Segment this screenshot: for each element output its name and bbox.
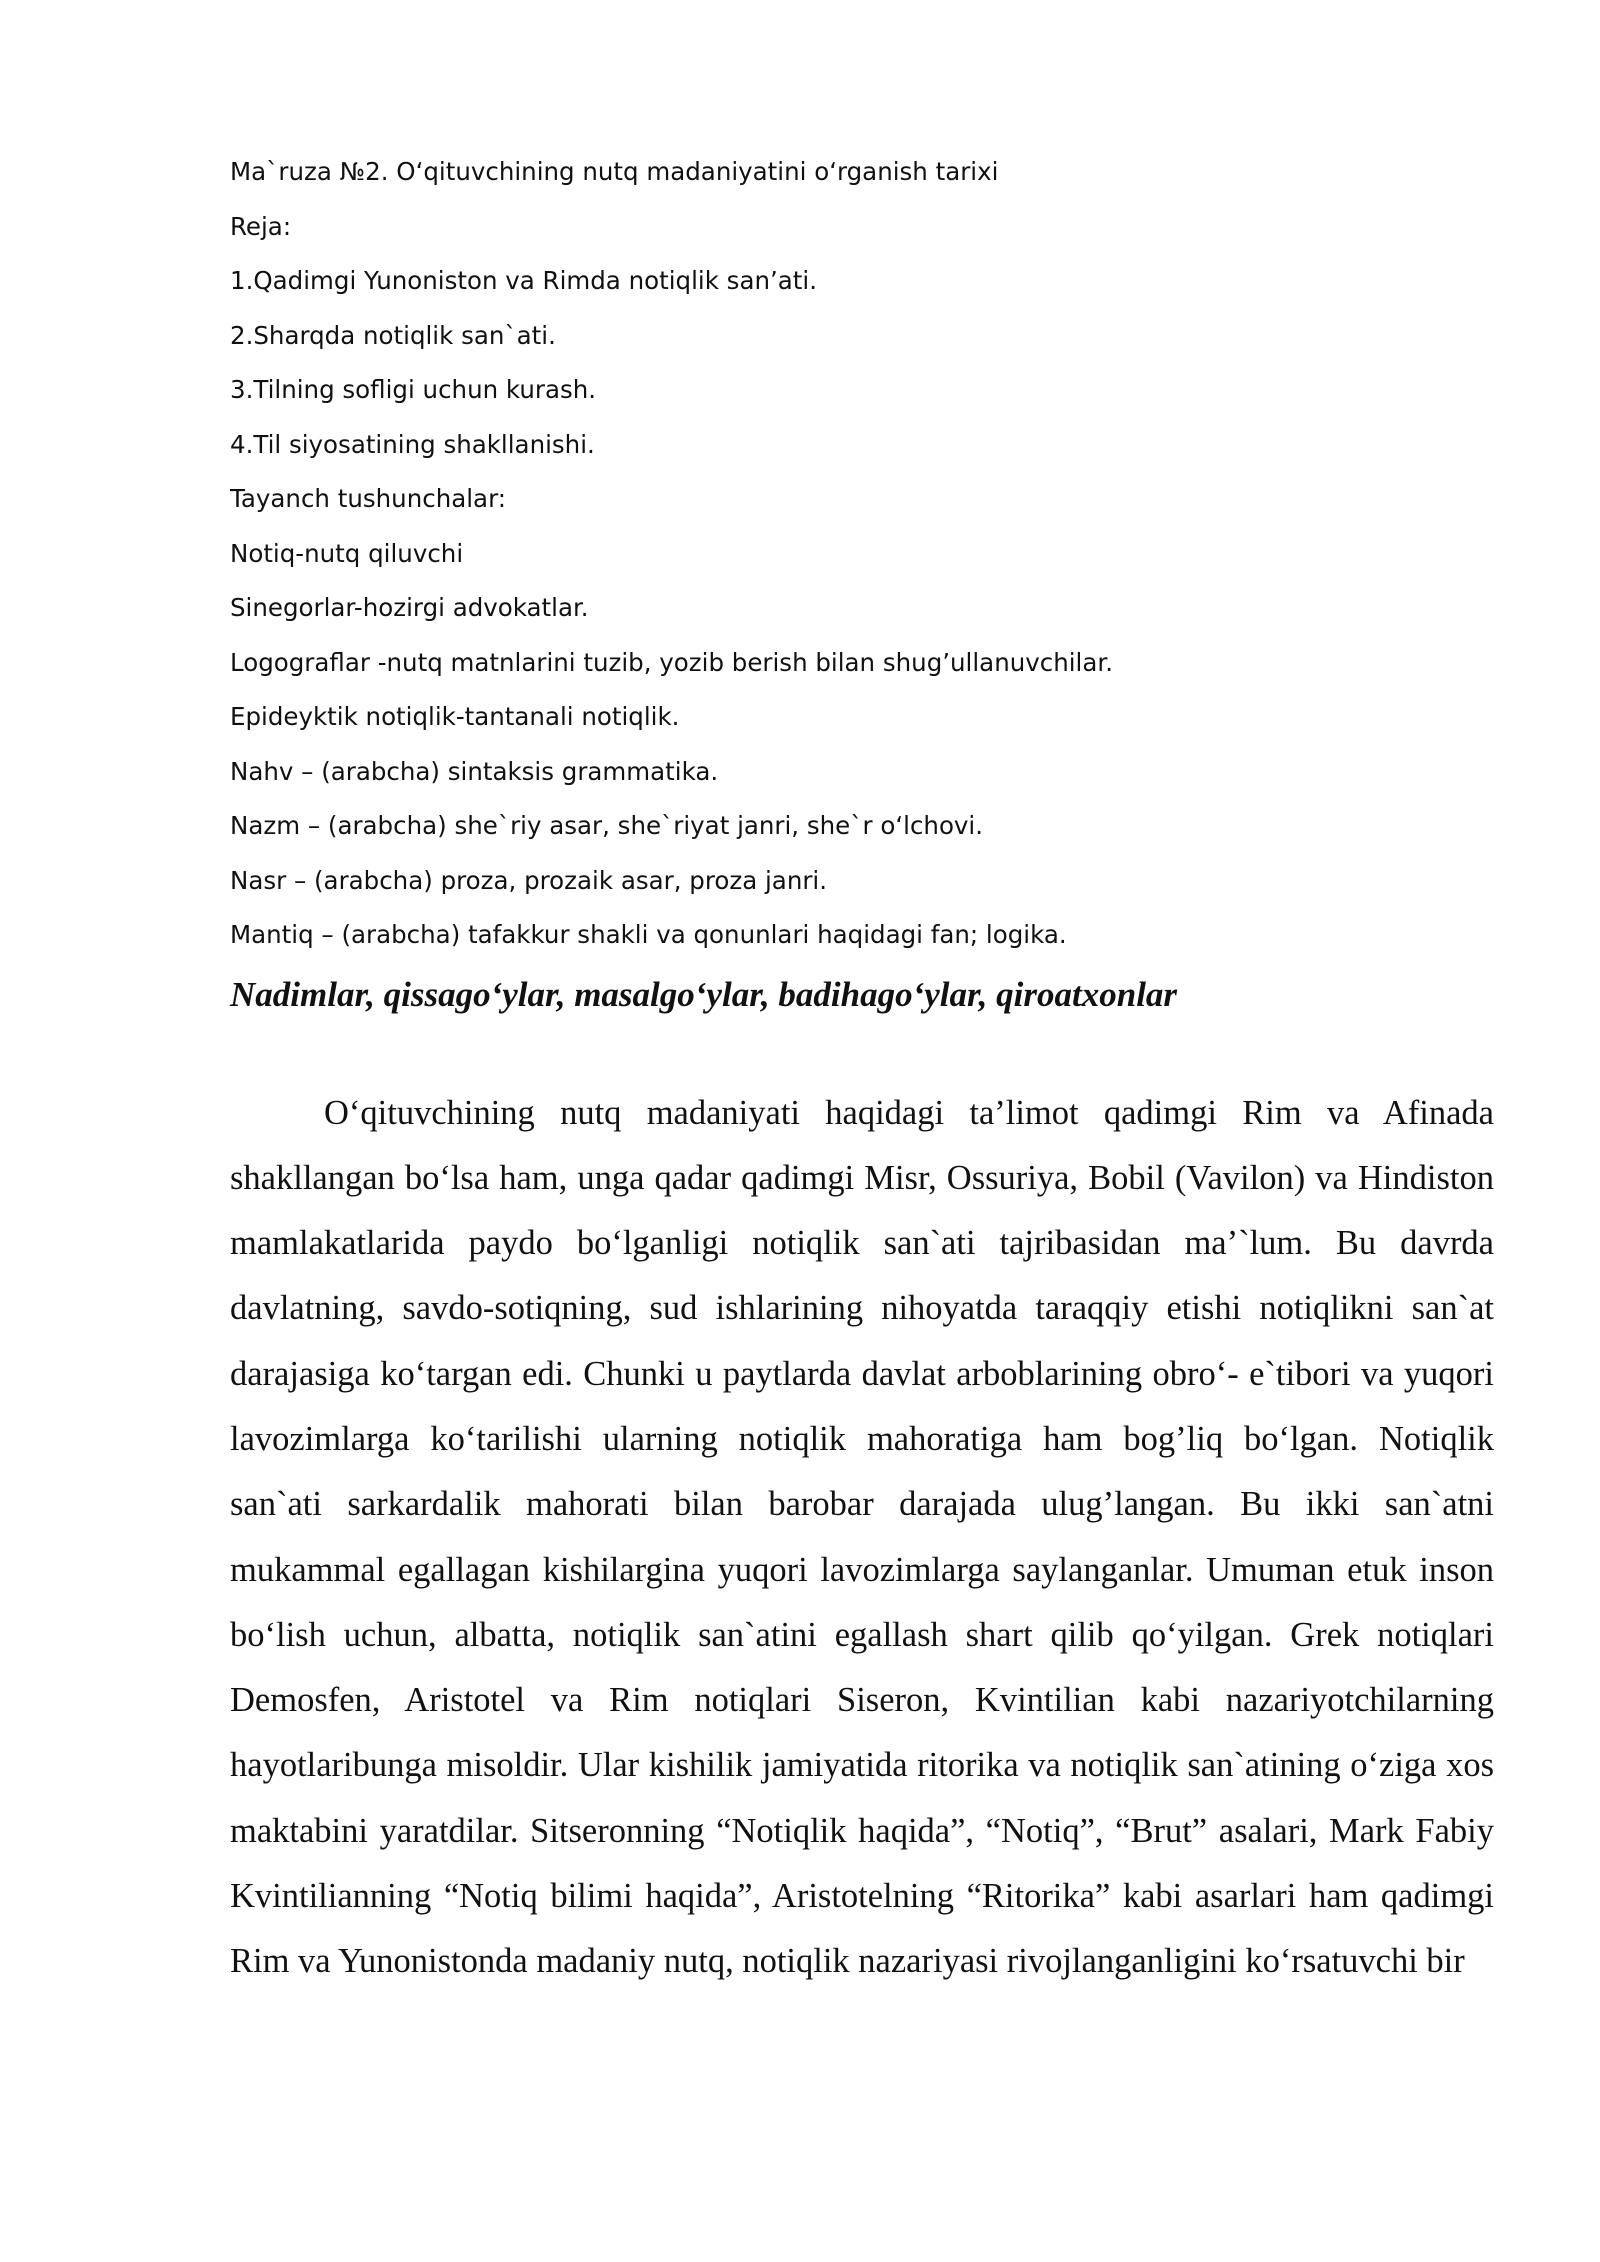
section-heading: Nadimlar, qissago‘ylar, masalgo‘ylar, badihago‘ylar, qiroatxonlar [230,974,1178,1014]
document-page [230,150,1494,1995]
key-term: Logograflar -nutq matnlarini tuzib, yozib berish bilan shug’ullanuvchilar. [230,647,1113,677]
key-term: Sinegorlar-hozirgi advokatlar. [230,593,589,622]
lecture-title: Ma`ruza №2. O‘qituvchining nutq madaniyatini o‘rganish tarixi [230,157,999,186]
key-term: Epideyktik notiqlik-tantanali notiqlik. [230,702,680,731]
body-paragraph: O‘qituvchining nutq madaniyati haqidagi ta’limot qadimgi Rim va Afinada shakllangan bo‘lsa ham, unga qadar qadimgi Misr, Ossuriya, Bobil (Vavilon) va Hindiston mamlakatlarida paydo bo‘lganligi notiqlik san`ati tajribasidan ma’`lum. Bu davrda davlatning, savdo-sotiqning, sud ishlarining nihoyatda taraqqiy etishi notiqlikni san`at darajasiga ko‘targan edi. Chunki u paytlarda davlat arboblarining obro‘- e`tibori va yuqori lavozimlarga ko‘tarilishi ularning notiqlik mahoratiga ham bog’liq bo‘lgan. Notiqlik san`ati sarkardalik mahorati bilan barobar darajada ulug’langan. Bu ikki san`atni mukammal egallagan kishilargina yuqori lavozimlarga saylanganlar. Umuman etuk inson bo‘lish uchun, albatta, notiqlik san`atini egallash shart qilib qo‘yilgan. Grek notiqlari Demosfen, Aristotel va Rim notiqlari Siseron, Kvintilian kabi nazariyotchilarning hayotlaribunga misoldir. Ular kishilik jamiyatida ritorika va notiqlik san`atining o‘ziga xos maktabini yaratdilar. Sitseronning “Notiqlik haqida”, “Notiq”, “Brut” asalari, Mark Fabiy Kvintilianning “Notiq bilimi haqida”, Aristotelning “Ritorika” kabi asarlari ham qadimgi Rim va Yunonistonda madaniy nutq, notiqlik nazariyasi rivojlanganligini ko‘rsatuvchi bir [230,1093,1494,1981]
plan-item-1: 1.Qadimgi Yunoniston va Rimda notiqlik san’ati. [230,266,817,295]
key-terms-heading: Tayanch tushunchalar: [230,484,506,513]
plan-item-2: 2.Sharqda notiqlik san`ati. [230,320,556,350]
key-term: Nasr – (arabcha) proza, prozaik asar, proza janri. [230,865,828,895]
key-term: Mantiq – (arabcha) tafakkur shakli va qonunlari haqidagi fan; logika. [230,920,1067,949]
plan-item-3: 3.Tilning sofligi uchun kurash. [230,375,597,404]
lecture-outline [230,150,1494,968]
plan-item-4: 4.Til siyosatining shakllanishi. [230,429,595,459]
key-term: Nahv – (arabcha) sintaksis grammatika. [230,756,719,786]
key-term: Nazm – (arabcha) she`riy asar, she`riyat janri, she`r o‘lchovi. [230,811,984,840]
plan-heading: Reja: [230,211,292,241]
key-term: Notiq-nutq qiluvchi [230,538,464,568]
